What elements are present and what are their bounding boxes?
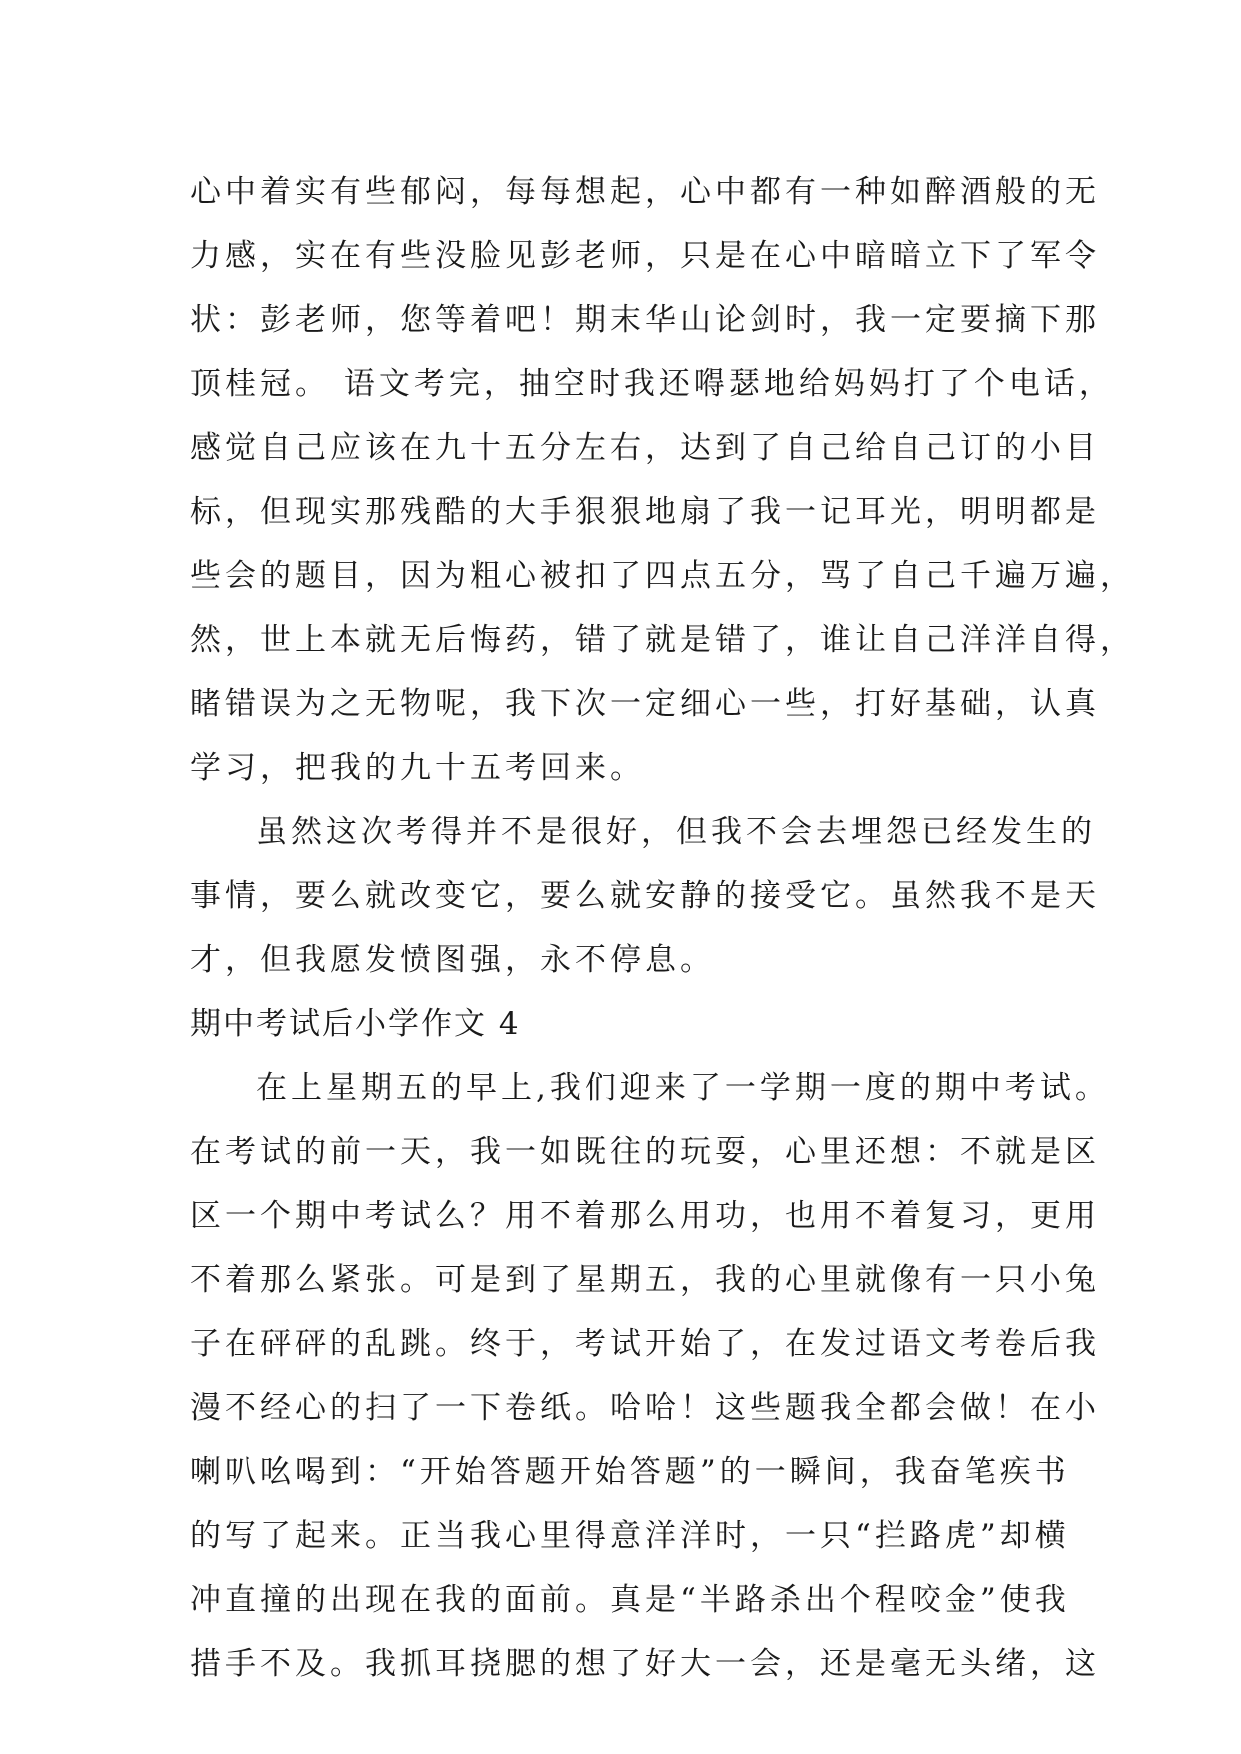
text-line: 睹错误为之无物呢，我下次一定细心一些，打好基础，认真 [190,686,1100,722]
text-line: 漫不经心的扫了一下卷纸。哈哈！这些题我全都会做！在小 [190,1390,1100,1426]
text-line: 措手不及。我抓耳挠腮的想了好大一会，还是毫无头绪，这 [190,1646,1100,1682]
text-line: 喇叭吆喝到：“开始答题开始答题”的一瞬间，我奋笔疾书 [190,1454,1070,1490]
text-line: 事情，要么就改变它，要么就安静的接受它。虽然我不是天 [190,878,1100,914]
text-line: 状：彭老师，您等着吧！期末华山论剑时，我一定要摘下那 [190,302,1100,338]
text-line: 子在砰砰的乱跳。终于，考试开始了，在发过语文考卷后我 [190,1326,1100,1362]
text-line: 顶桂冠。 语文考完，抽空时我还嘚瑟地给妈妈打了个电话， [190,366,1114,402]
document-body [190,160,1135,1696]
text-line: 标，但现实那残酷的大手狠狠地扇了我一记耳光，明明都是 [190,494,1100,530]
text-line: 才，但我愿发愤图强，永不停息。 [190,942,715,978]
section-heading: 期中考试后小学作文 4 [190,1006,521,1042]
text-line: 虽然这次考得并不是很好，但我不会去埋怨已经发生的 [256,814,1096,850]
text-line: 然，世上本就无后悔药，错了就是错了，谁让自己洋洋自得， [190,622,1135,658]
text-line: 心中着实有些郁闷，每每想起，心中都有一种如醉酒般的无 [190,174,1100,210]
text-line: 学习，把我的九十五考回来。 [190,750,645,786]
text-line: 区一个期中考试么？用不着那么用功，也用不着复习，更用 [190,1198,1100,1234]
text-line: 力感，实在有些没脸见彭老师，只是在心中暗暗立下了军令 [190,238,1100,274]
text-line: 感觉自己应该在九十五分左右，达到了自己给自己订的小目 [190,430,1100,466]
text-line: 不着那么紧张。可是到了星期五，我的心里就像有一只小兔 [190,1262,1100,1298]
text-line: 的写了起来。正当我心里得意洋洋时，一只“拦路虎”却横 [190,1518,1070,1554]
text-line: 冲直撞的出现在我的面前。真是“半路杀出个程咬金”使我 [190,1582,1070,1618]
text-line: 在考试的前一天，我一如既往的玩耍，心里还想：不就是区 [190,1134,1100,1170]
text-line: 些会的题目，因为粗心被扣了四点五分，骂了自己千遍万遍， [190,558,1135,594]
text-line: 在上星期五的早上,我们迎来了一学期一度的期中考试。 [256,1070,1110,1106]
